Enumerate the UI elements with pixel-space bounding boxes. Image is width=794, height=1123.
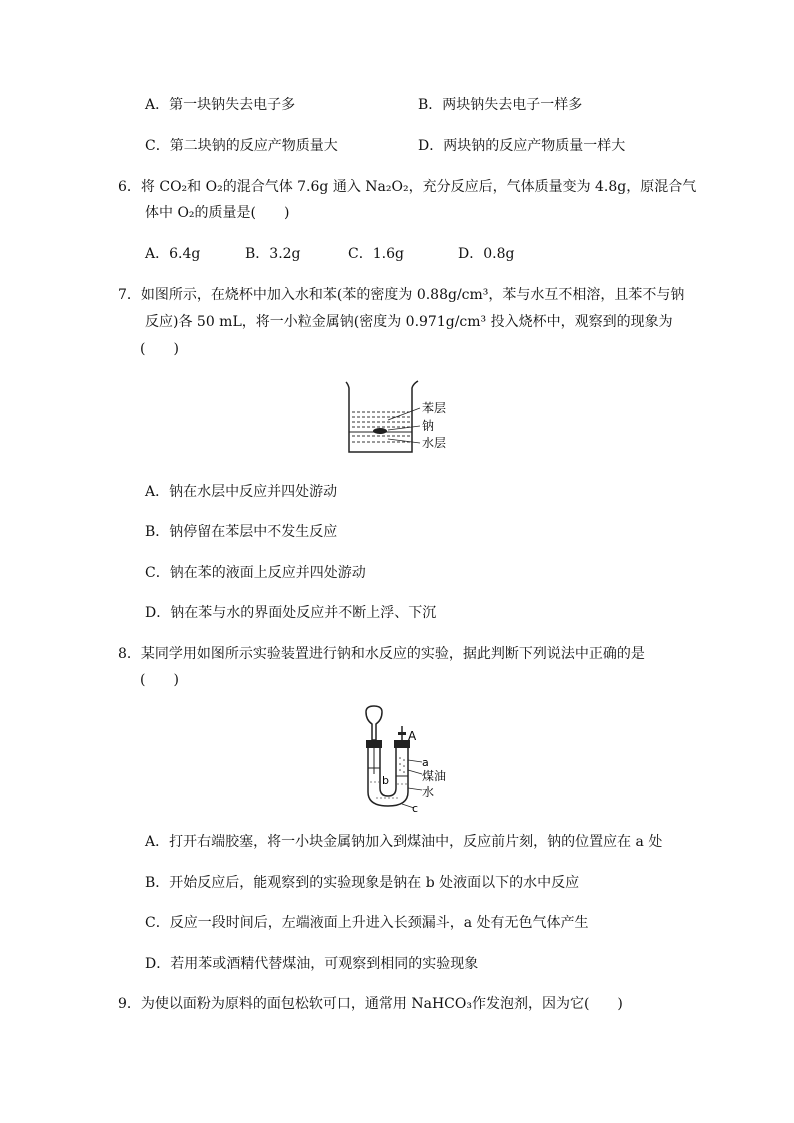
q6-option-a: A．6.4g (145, 246, 201, 262)
q9-stem-line1: 9．为使以面粉为原料的面包松软可口，通常用 NaHCO₃作发泡剂，因为它( ) (118, 996, 623, 1012)
q8-answer-blank: ( ) (140, 672, 179, 688)
q7-option-b: B．钠停留在苯层中不发生反应 (145, 524, 338, 540)
label-a: a (422, 756, 429, 769)
q6-stem-line2: 体中 O₂的质量是( ) (145, 205, 290, 221)
label-A: A (408, 729, 417, 743)
q7-stem-line2: 反应)各 50 mL，将一小粒金属钠(密度为 0.971g/cm³ 投入烧杯中，观察到的现象为 (145, 314, 673, 330)
label-benzene-layer: 苯层 (422, 401, 447, 415)
q7-option-c: C．钠在苯的液面上反应并四处游动 (145, 565, 366, 581)
q8-stem-line1: 8．某同学用如图所示实验装置进行钠和水反应的实验，据此判断下列说法中正确的是 (118, 646, 645, 662)
label-b: b (382, 774, 389, 787)
q8-option-d: D．若用苯或酒精代替煤油，可观察到相同的实验现象 (145, 956, 479, 972)
q5-option-d: D．两块钠的反应产物质量一样大 (418, 138, 626, 154)
q5-option-c: C．第二块钠的反应产物质量大 (145, 138, 338, 154)
q6-option-d: D．0.8g (458, 246, 515, 262)
q6-stem-line1: 6．将 CO₂和 O₂的混合气体 7.6g 通入 Na₂O₂，充分反应后，气体质量变为 4.8g，原混合气 (118, 179, 697, 195)
sodium-particle (373, 428, 387, 434)
q8-option-b: B．开始反应后，能观察到的实验现象是钠在 b 处液面以下的水中反应 (145, 875, 580, 891)
q7-option-d: D．钠在苯与水的界面处反应并不断上浮、下沉 (145, 605, 437, 621)
q5-option-b: B．两块钠失去电子一样多 (418, 97, 583, 113)
q5-option-a: A．第一块钠失去电子多 (145, 97, 296, 113)
label-water-layer: 水层 (422, 436, 447, 450)
q7-answer-blank: ( ) (140, 341, 179, 357)
label-water: 水 (422, 785, 435, 799)
q7-option-a: A．钠在水层中反应并四处游动 (145, 484, 338, 500)
label-c: c (412, 802, 419, 815)
u-tube-figure (352, 704, 447, 815)
q6-option-c: C．1.6g (348, 246, 404, 262)
q7-stem-line1: 7．如图所示，在烧杯中加入水和苯(苯的密度为 0.88g/cm³，苯与水互不相溶，且苯不与钠 (118, 287, 685, 303)
q8-option-c: C．反应一段时间后，左端液面上升进入长颈漏斗，a 处有无色气体产生 (145, 915, 589, 931)
q6-option-b: B．3.2g (245, 246, 301, 262)
beaker-figure (340, 376, 470, 458)
q8-option-a: A．打开右端胶塞，将一小块金属钠加入到煤油中，反应前片刻，钠的位置应在 a 处 (145, 834, 663, 850)
label-kerosene: 煤油 (422, 769, 447, 783)
label-sodium: 钠 (422, 419, 435, 433)
